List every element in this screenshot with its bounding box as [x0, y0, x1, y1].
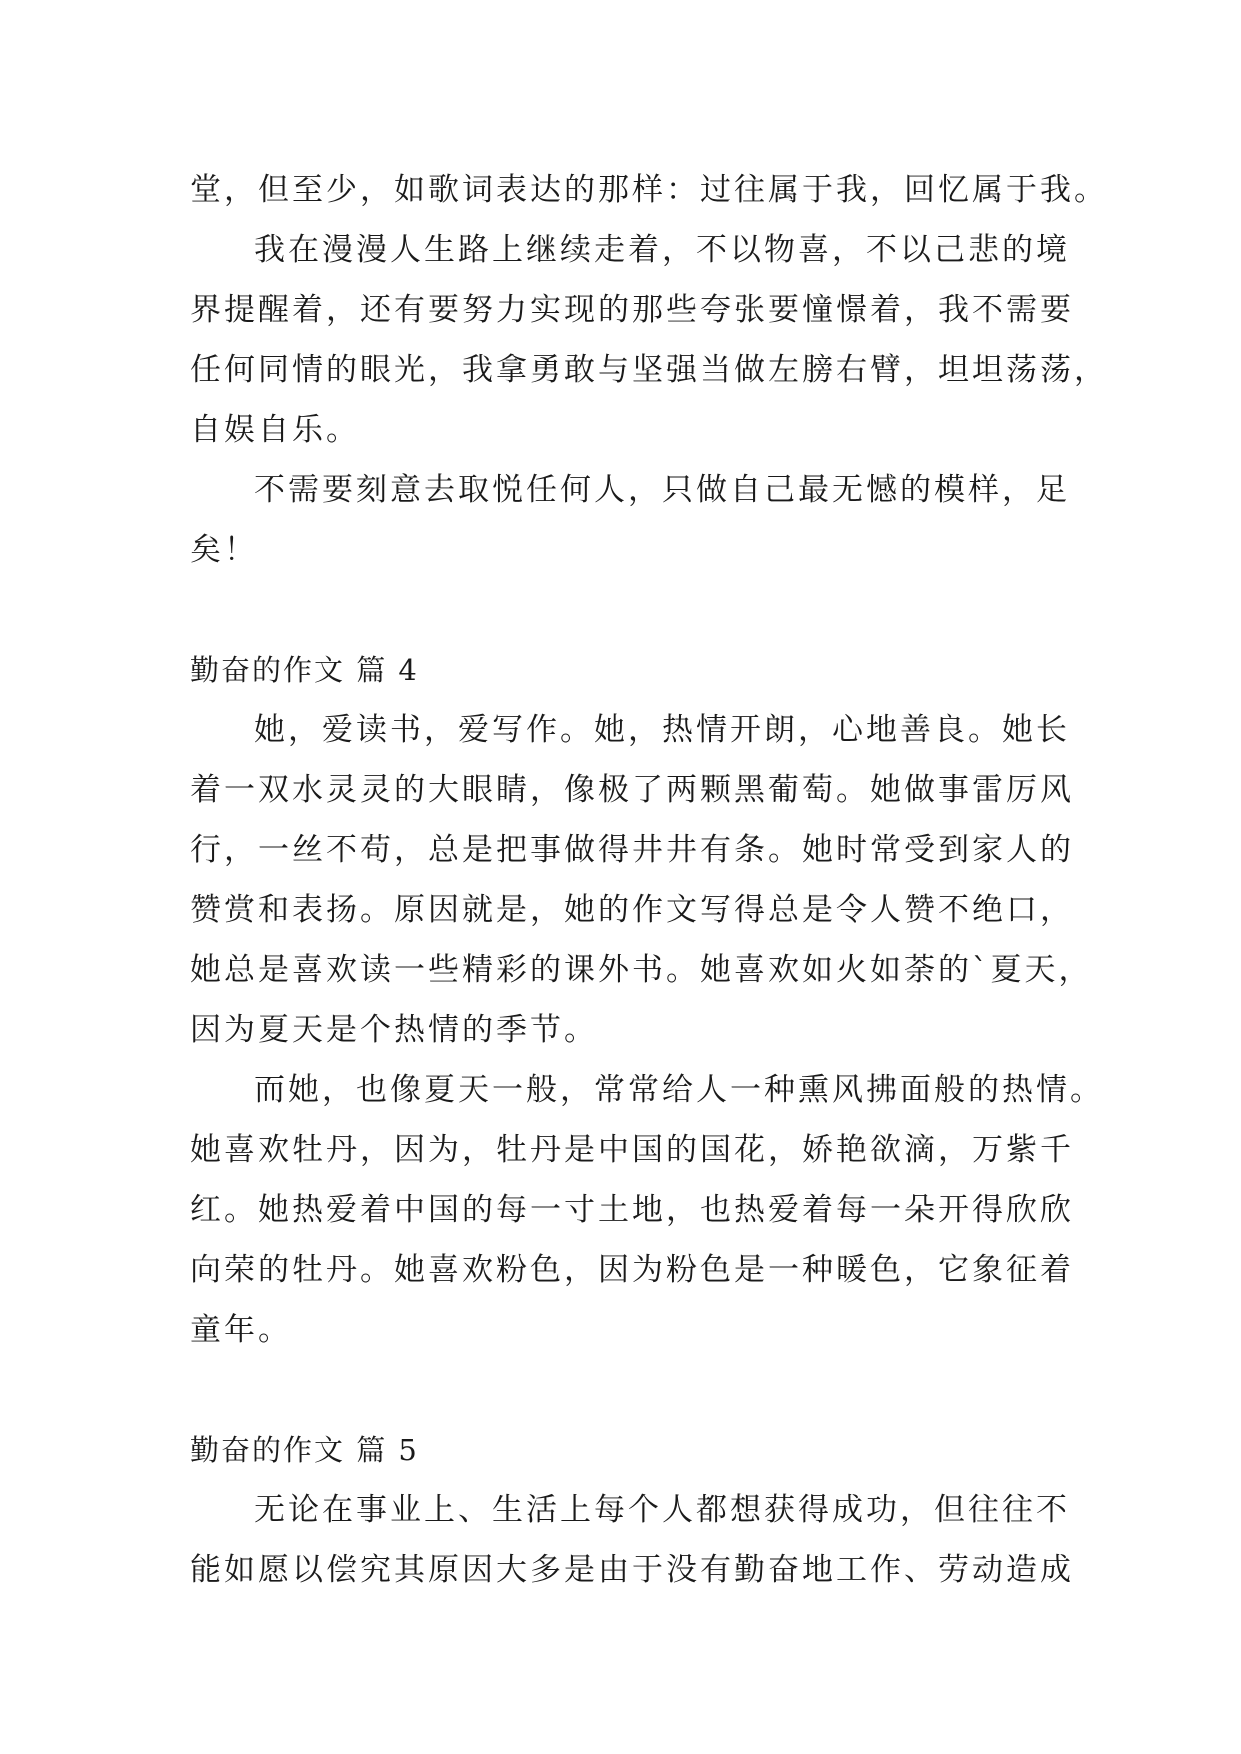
text-line: 向荣的牡丹。她喜欢粉色，因为粉色是一种暖色，它象征着	[190, 1252, 1074, 1288]
text-line: 她，爱读书，爱写作。她，热情开朗，心地善良。她长	[254, 712, 1070, 748]
paragraph	[190, 1480, 1090, 1600]
section-spacer	[190, 580, 1090, 640]
text-line: 矣！	[190, 532, 258, 568]
paragraph	[190, 1060, 1104, 1360]
paragraph	[190, 220, 1108, 460]
text-line: 我在漫漫人生路上继续走着，不以物喜，不以己悲的境	[254, 232, 1070, 268]
paragraph	[190, 460, 1090, 580]
text-line: 她总是喜欢读一些精彩的课外书。她喜欢如火如荼的`夏天，	[190, 952, 1093, 988]
text-line: 无论在事业上、生活上每个人都想获得成功，但往往不	[254, 1492, 1070, 1528]
text-line: 着一双水灵灵的大眼睛，像极了两颗黑葡萄。她做事雷厉风	[190, 772, 1074, 808]
text-line: 能如愿以偿究其原因大多是由于没有勤奋地工作、劳动造成	[190, 1552, 1074, 1588]
text-line: 界提醒着，还有要努力实现的那些夸张要憧憬着，我不需要	[190, 292, 1074, 328]
paragraph-continuation	[190, 160, 1108, 220]
section-spacer	[190, 1360, 1090, 1420]
section-title: 勤奋的作文 篇 5	[190, 1433, 419, 1467]
text-line: 童年。	[190, 1312, 292, 1348]
text-line: 任何同情的眼光，我拿勇敢与坚强当做左膀右臂，坦坦荡荡，	[190, 352, 1108, 388]
text-line: 不需要刻意去取悦任何人，只做自己最无憾的模样，足	[254, 472, 1070, 508]
text-line: 赞赏和表扬。原因就是，她的作文写得总是令人赞不绝口，	[190, 892, 1074, 928]
text-line: 红。她热爱着中国的每一寸土地，也热爱着每一朵开得欣欣	[190, 1192, 1074, 1228]
text-line: 因为夏天是个热情的季节。	[190, 1012, 598, 1048]
document-page	[190, 160, 1108, 1600]
section-title: 勤奋的作文 篇 4	[190, 653, 419, 687]
text-line: 而她，也像夏天一般，常常给人一种熏风拂面般的热情。	[254, 1072, 1104, 1108]
text-line: 行，一丝不苟，总是把事做得井井有条。她时常受到家人的	[190, 832, 1074, 868]
text-line: 她喜欢牡丹，因为，牡丹是中国的国花，娇艳欲滴，万紫千	[190, 1132, 1074, 1168]
paragraph	[190, 700, 1093, 1060]
text-line: 自娱自乐。	[190, 412, 360, 448]
text-line: 堂，但至少，如歌词表达的那样：过往属于我，回忆属于我。	[190, 172, 1108, 208]
